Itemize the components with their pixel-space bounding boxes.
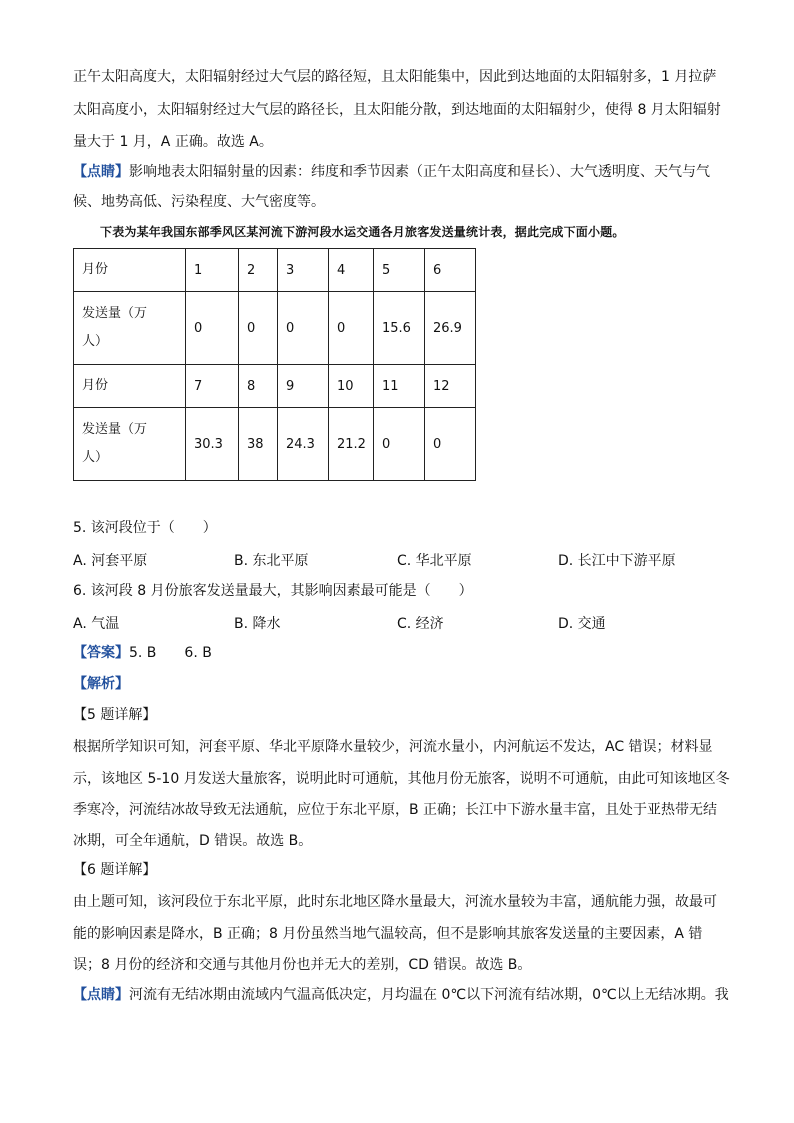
table-cell: 月份	[74, 365, 186, 408]
q6-option-c: C. 经济	[397, 616, 444, 632]
table-cell	[74, 408, 186, 481]
table-cell: 月份	[74, 249, 186, 292]
paragraph-line: 太阳高度小，太阳辐射经过大气层的路径长，且太阳能分散，到达地面的太阳辐射少，使得 8 月太阳辐射	[73, 102, 721, 118]
table-cell: 0	[374, 408, 425, 481]
paragraph-line: 根据所学知识可知，河套平原、华北平原降水量较少，河流水量小，内河航运不发达，AC 错误；材料显	[73, 739, 713, 755]
table-cell: 0	[239, 292, 278, 365]
table-cell: 10	[329, 365, 374, 408]
paragraph-line: 示，该地区 5-10 月发送大量旅客，说明此时可通航，其他月份无旅客，说明不可通航，由此可知该地区冬	[73, 771, 730, 787]
table-cell: 9	[278, 365, 329, 408]
table-cell: 8	[239, 365, 278, 408]
q5-option-b: B. 东北平原	[234, 553, 309, 569]
question-6-stem: 6. 该河段 8 月份旅客发送量最大，其影响因素最可能是（ ）	[73, 583, 473, 599]
table-intro: 下表为某年我国东部季风区某河流下游河段水运交通各月旅客发送量统计表，据此完成下面小题。	[100, 225, 625, 239]
paragraph-line: 季寒冷，河流结冰故导致无法通航，应位于东北平原，B 正确；长江中下游水量丰富，且处于亚热带无结	[73, 802, 718, 818]
table-cell: 2	[239, 249, 278, 292]
q6-option-a: A. 气温	[73, 616, 120, 632]
paragraph-line: 能的影响因素是降水，B 正确；8 月份虽然当地气温较高，但不是影响其旅客发送量的主要因素，A 错	[73, 926, 703, 942]
table-cell: 11	[374, 365, 425, 408]
paragraph-line: 正午太阳高度大，太阳辐射经过大气层的路径短，且太阳能集中，因此到达地面的太阳辐射多，1 月拉萨	[73, 69, 717, 85]
q6-option-d: D. 交通	[558, 616, 606, 632]
tip-text: 影响地表太阳辐射量的因素：纬度和季节因素（正午太阳高度和昼长）、大气透明度、天气与气	[129, 164, 710, 180]
table-cell: 7	[186, 365, 239, 408]
q5-option-d: D. 长江中下游平原	[558, 553, 676, 569]
table-cell: 38	[239, 408, 278, 481]
paragraph-line: 误；8 月份的经济和交通与其他月份也并无大的差别，CD 错误。故选 B。	[73, 957, 532, 973]
cell-line: 发送量（万	[82, 422, 148, 437]
table-row	[74, 249, 476, 292]
tip-tag: 【点睛】	[73, 987, 129, 1003]
table-cell: 0	[329, 292, 374, 365]
table-cell: 15.6	[374, 292, 425, 365]
table-cell: 0	[425, 408, 476, 481]
cell-line: 人）	[82, 450, 109, 465]
table-row	[74, 408, 476, 481]
paragraph-line: 冰期，可全年通航，D 错误。故选 B。	[73, 833, 313, 849]
tip-line: 候、地势高低、污染程度、大气密度等。	[73, 194, 325, 210]
q5-option-c: C. 华北平原	[397, 553, 472, 569]
cell-line: 发送量（万	[82, 306, 148, 321]
detail-5-tag: 【5 题详解】	[73, 707, 157, 723]
answer-tag: 【答案】	[73, 645, 129, 661]
tip-tag: 【点睛】	[73, 164, 129, 180]
paragraph-line: 由上题可知，该河段位于东北平原，此时东北地区降水量最大，河流水量较为丰富，通航能力强，故最可	[73, 894, 717, 910]
question-5-stem: 5. 该河段位于（ ）	[73, 520, 217, 536]
table-cell: 3	[278, 249, 329, 292]
table-cell: 30.3	[186, 408, 239, 481]
answer-line	[73, 644, 212, 662]
table-cell: 26.9	[425, 292, 476, 365]
table-cell: 12	[425, 365, 476, 408]
table-row	[74, 365, 476, 408]
table-cell: 21.2	[329, 408, 374, 481]
table-cell: 24.3	[278, 408, 329, 481]
tip-text: 河流有无结冰期由流域内气温高低决定，月均温在 0℃以下河流有结冰期，0℃以上无结冰期。我	[129, 987, 729, 1003]
table-cell: 4	[329, 249, 374, 292]
table-row	[74, 292, 476, 365]
tip-line	[73, 986, 729, 1004]
table-cell: 0	[278, 292, 329, 365]
q5-option-a: A. 河套平原	[73, 553, 148, 569]
table-cell: 0	[186, 292, 239, 365]
table-cell: 6	[425, 249, 476, 292]
table-cell: 5	[374, 249, 425, 292]
tip-line	[73, 163, 710, 181]
passenger-table	[73, 248, 476, 481]
analysis-tag: 【解析】	[73, 676, 129, 692]
detail-6-tag: 【6 题详解】	[73, 862, 157, 878]
cell-line: 人）	[82, 334, 109, 349]
paragraph-line: 量大于 1 月，A 正确。故选 A。	[73, 134, 273, 150]
table-cell	[74, 292, 186, 365]
q6-option-b: B. 降水	[234, 616, 281, 632]
table-cell: 1	[186, 249, 239, 292]
answer-text: 5. B 6. B	[129, 645, 212, 661]
